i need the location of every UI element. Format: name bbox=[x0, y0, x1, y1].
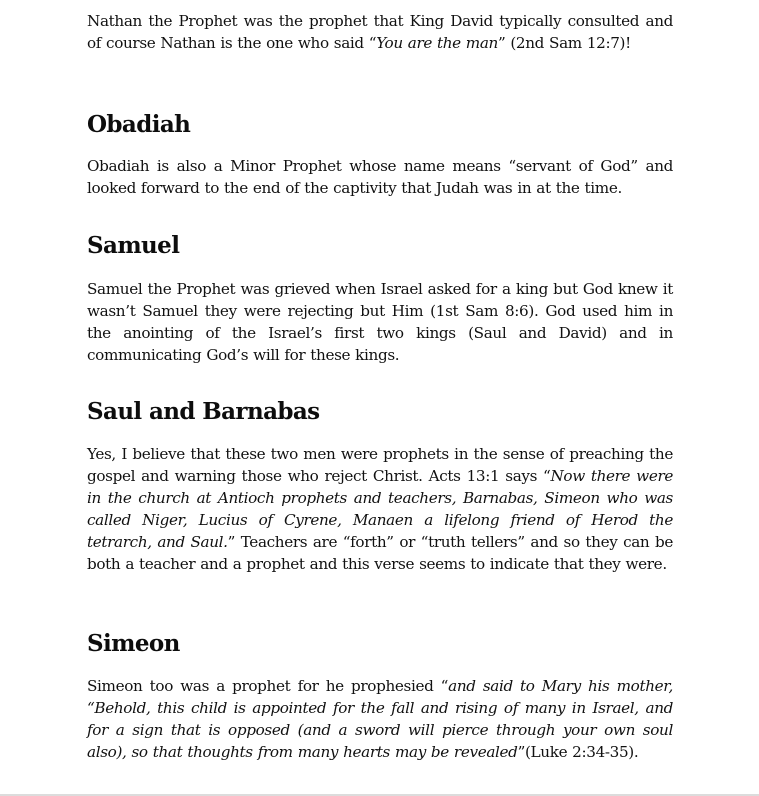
heading-simeon: Simeon bbox=[87, 630, 180, 657]
simeon-paragraph bbox=[87, 675, 673, 763]
nathan-paragraph bbox=[87, 10, 673, 54]
simeon-text: Simeon too was a prophet for he prophesied “ bbox=[87, 677, 449, 695]
luke-quote: and said to Mary his mother, “Behold, this child is appointed for the fall and rising of many in Israel, and for a sign that is opposed (and a sword will pierce through your own soul also), so that thoughts from many hearts may be revealed bbox=[87, 677, 673, 761]
nathan-text: Nathan the Prophet was the prophet that King David typically consulted and of course Nathan is the one who said “ bbox=[87, 12, 673, 52]
nathan-citation: ” (2nd Sam 12:7)! bbox=[497, 34, 631, 52]
saul-barnabas-paragraph bbox=[87, 443, 673, 575]
heading-saul-and-barnabas: Saul and Barnabas bbox=[87, 398, 320, 425]
saul-barnabas-text: Yes, I believe that these two men were prophets in the sense of preaching the gospel and warning those who reject Christ. Acts 13:1 says “ bbox=[87, 445, 673, 485]
heading-obadiah: Obadiah bbox=[87, 111, 191, 138]
heading-samuel: Samuel bbox=[87, 232, 180, 259]
samuel-paragraph: Samuel the Prophet was grieved when Israel asked for a king but God knew it wasn’t Samuel they were rejecting but Him (1st Sam 8:6). God used him in the anointing of the Israel’s first two kings (Saul and David) and in communicating God’s will for these kings. bbox=[87, 280, 673, 364]
nathan-quote: You are the man bbox=[376, 34, 498, 52]
acts-quote: Now there were in the church at Antioch prophets and teachers, Barnabas, Simeon who was called Niger, Lucius of Cyrene, Manaen a lifelong friend of Herod the tetrarch, and Saul. bbox=[87, 467, 674, 551]
simeon-citation: ”(Luke 2:34-35). bbox=[517, 743, 639, 761]
saul-barnabas-text-after: ” Teachers are “forth” or “truth tellers” and so they can be both a teacher and a prophet and this verse seems to indicate that they were. bbox=[87, 533, 673, 573]
obadiah-paragraph: Obadiah is also a Minor Prophet whose name means “servant of God” and looked forward to the end of the captivity that Judah was in at the time. bbox=[87, 157, 673, 197]
